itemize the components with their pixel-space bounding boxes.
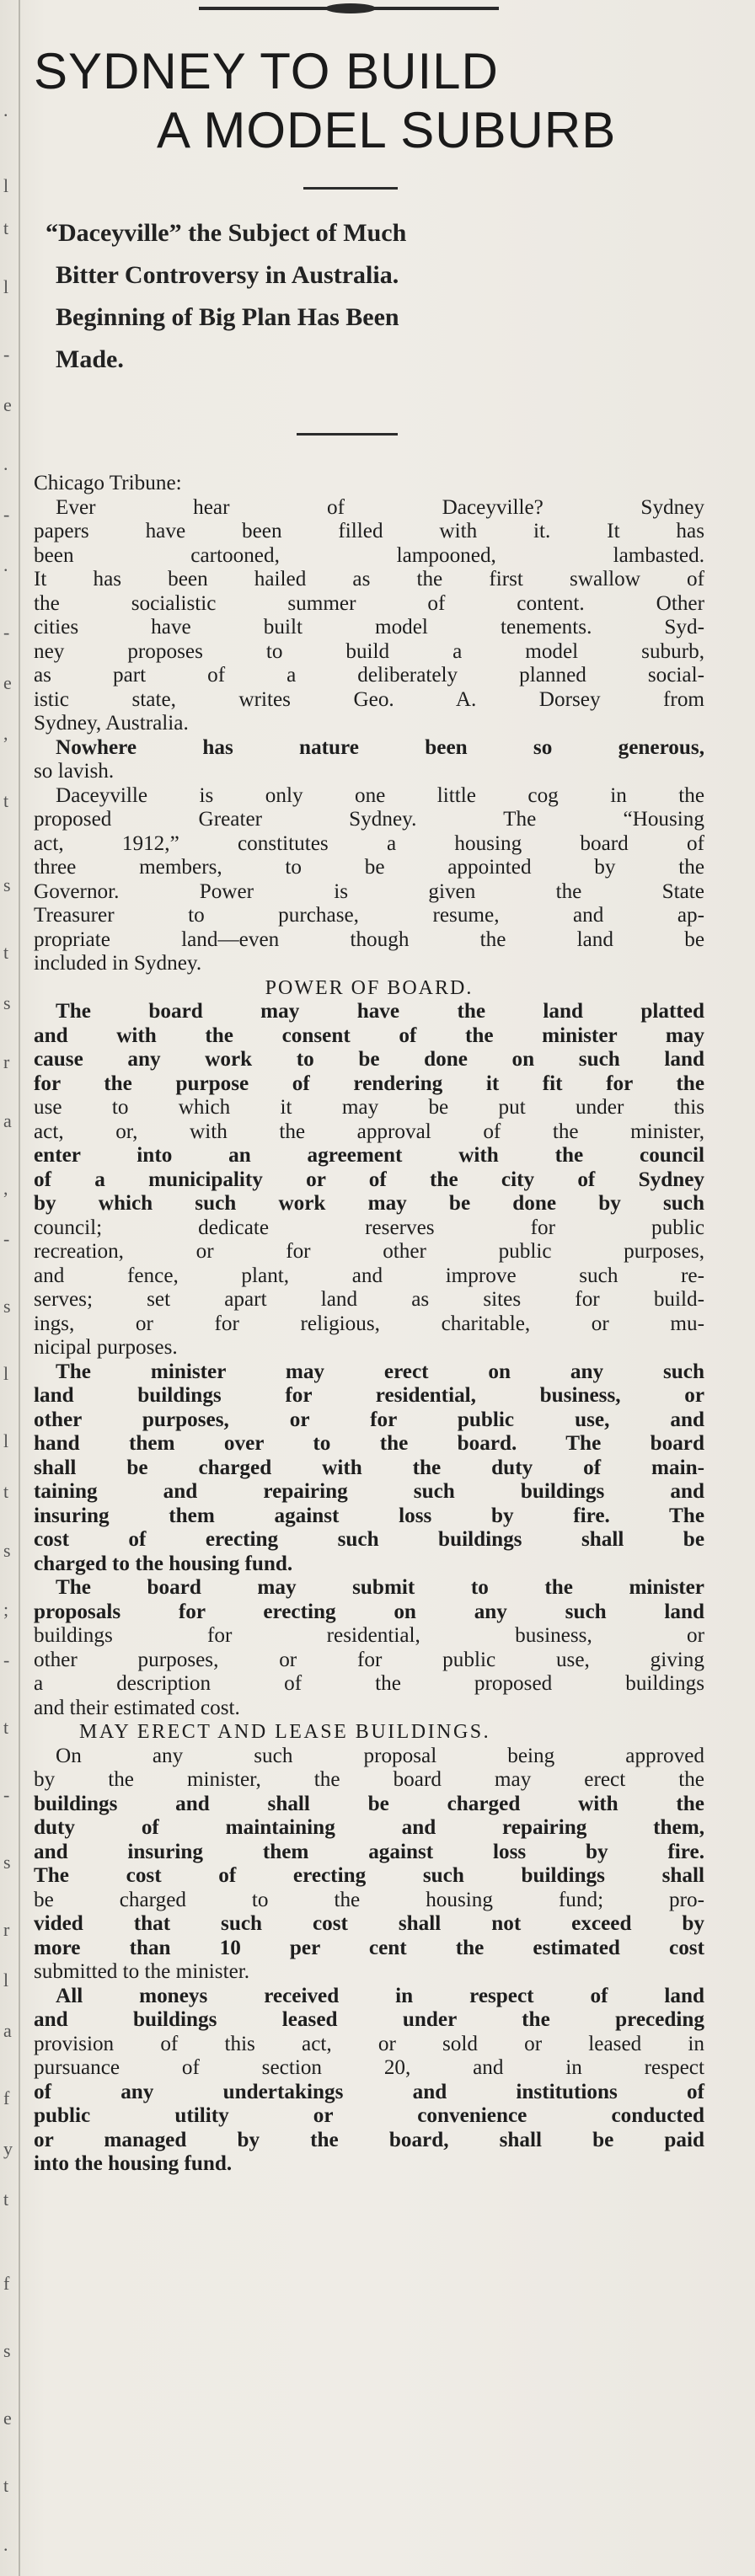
body-line: other purposes, or for public use, giving xyxy=(34,1648,704,1671)
body-line: charged to the housing fund. xyxy=(34,1552,293,1575)
body-line: enter into an agreement with the council xyxy=(34,1144,704,1167)
subhead-line-1: “Daceyville” the Subject of Much xyxy=(46,219,407,247)
body-line: so lavish. xyxy=(34,760,115,783)
body-line: and insuring them against loss by fire. xyxy=(34,1840,704,1863)
subhead-line-4: Made. xyxy=(56,345,124,373)
body-line: provision of this act, or sold or leased in xyxy=(34,2032,704,2055)
body-line: cost of erecting such buildings shall be xyxy=(34,1528,704,1551)
body-line: or managed by the board, shall be paid xyxy=(34,2128,704,2151)
body-line: All moneys received in respect of land xyxy=(56,1984,704,2007)
article-body xyxy=(34,472,704,2177)
body-line: The board may have the land platted xyxy=(56,1000,704,1023)
body-line: Daceyville is only one little cog in the xyxy=(56,783,704,807)
body-line: and with the consent of the minister may xyxy=(34,1023,704,1047)
body-line: into the housing fund. xyxy=(34,2152,233,2175)
body-line: and fence, plant, and improve such re- xyxy=(34,1264,704,1287)
body-line: submitted to the minister. xyxy=(34,1960,250,1983)
body-line: The cost of erecting such buildings shall xyxy=(34,1864,704,1887)
body-line: for the purpose of rendering it fit for the xyxy=(34,1072,704,1095)
headline-divider xyxy=(303,187,398,190)
body-line: The board may submit to the minister xyxy=(56,1576,704,1599)
top-ornament-rule xyxy=(199,7,499,10)
subhead-line-2: Bitter Controversy in Australia. xyxy=(56,261,399,289)
section-heading-power-of-board: POWER OF BOARD. xyxy=(265,976,474,999)
body-line: council; dedicate reserves for public xyxy=(34,1216,704,1239)
headline xyxy=(34,42,725,160)
body-line: more than 10 per cent the estimated cost xyxy=(34,1936,704,1959)
body-line: act, or, with the approval of the minister, xyxy=(34,1120,704,1143)
body-line: On any such proposal being approved xyxy=(56,1744,704,1767)
body-line: recreation, or for other public purposes, xyxy=(34,1240,704,1263)
body-line: insuring them against loss by fire. The xyxy=(34,1504,704,1527)
body-line: by the minister, the board may erect the xyxy=(34,1768,704,1791)
body-line: public utility or convenience conducted xyxy=(34,2104,704,2127)
body-line: of any undertakings and institutions of xyxy=(34,2080,704,2103)
body-line: cause any work to be done on such land xyxy=(34,1048,704,1071)
body-line: proposals for erecting on any such land xyxy=(34,1600,704,1623)
body-line: nicipal purposes. xyxy=(34,1336,178,1359)
body-line: vided that such cost shall not exceed by xyxy=(34,1912,704,1935)
body-line: as part of a deliberately planned social- xyxy=(34,664,704,687)
body-line: pursuance of section 20, and in respect xyxy=(34,2056,704,2079)
body-line: serves; set apart land as sites for build- xyxy=(34,1288,704,1311)
column-rule xyxy=(19,0,20,2576)
headline-line-2: A MODEL SUBURB xyxy=(157,102,617,158)
body-line: use to which it may be put under this xyxy=(34,1096,704,1119)
body-line: Nowhere has nature been so generous, xyxy=(56,735,704,759)
body-line: other purposes, or for public use, and xyxy=(34,1408,704,1431)
body-line: a description of the proposed buildings xyxy=(34,1672,704,1695)
body-line: three members, to be appointed by the xyxy=(34,856,704,879)
body-line: cities have built model tenements. Syd- xyxy=(34,616,704,639)
body-line: act, 1912,” constitutes a housing board of xyxy=(34,831,704,855)
body-line: be charged to the housing fund; pro- xyxy=(34,1888,704,1911)
body-line: included in Sydney. xyxy=(34,952,202,975)
subhead-divider xyxy=(297,433,398,436)
body-line: duty of maintaining and repairing them, xyxy=(34,1816,704,1839)
body-line: and their estimated cost. xyxy=(34,1696,240,1719)
body-line: by which such work may be done by such xyxy=(34,1192,704,1215)
body-line: Governor. Power is given the State xyxy=(34,879,704,903)
body-line: buildings and shall be charged with the xyxy=(34,1792,704,1815)
body-line: papers have been filled with it. It has xyxy=(34,520,704,542)
body-line: taining and repairing such buildings and xyxy=(34,1480,704,1503)
headline-line-1: SYDNEY TO BUILD xyxy=(34,43,499,99)
body-line: and buildings leased under the preceding xyxy=(34,2008,704,2031)
body-line: of a municipality or of the city of Sydney xyxy=(34,1168,704,1191)
body-line: proposed Greater Sydney. The “Housing xyxy=(34,808,704,831)
body-line: istic state, writes Geo. A. Dorsey from xyxy=(34,687,704,711)
body-line: The minister may erect on any such xyxy=(56,1360,704,1383)
section-heading-may-erect: MAY ERECT AND LEASE BUILDINGS. xyxy=(79,1721,491,1743)
body-line: land buildings for residential, business, or xyxy=(34,1384,704,1407)
body-line: Ever hear of Daceyville? Sydney xyxy=(56,495,704,519)
body-line: ings, or for religious, charitable, or mu- xyxy=(34,1312,704,1335)
body-line: been cartooned, lampooned, lambasted. xyxy=(34,543,704,567)
body-line: shall be charged with the duty of main- xyxy=(34,1456,704,1479)
body-line: ney proposes to build a model suburb, xyxy=(34,639,704,663)
body-line: buildings for residential, business, or xyxy=(34,1624,704,1647)
adjacent-column-fragments: . l t l - e . - . - e , t s t s r a , - s l l t s ; - t - s r l a f y t f s e t . xyxy=(3,99,13,2555)
body-line: hand them over to the board. The board xyxy=(34,1432,704,1455)
body-line: the socialistic summer of content. Other xyxy=(34,591,704,615)
body-line: propriate land—even though the land be xyxy=(34,927,704,951)
body-line: Treasurer to purchase, resume, and ap- xyxy=(34,904,704,927)
subheadline xyxy=(46,212,679,381)
dateline: Chicago Tribune: xyxy=(34,472,182,494)
body-line: It has been hailed as the first swallow of xyxy=(34,568,704,591)
body-line: Sydney, Australia. xyxy=(34,712,189,735)
subhead-line-3: Beginning of Big Plan Has Been xyxy=(56,303,399,331)
